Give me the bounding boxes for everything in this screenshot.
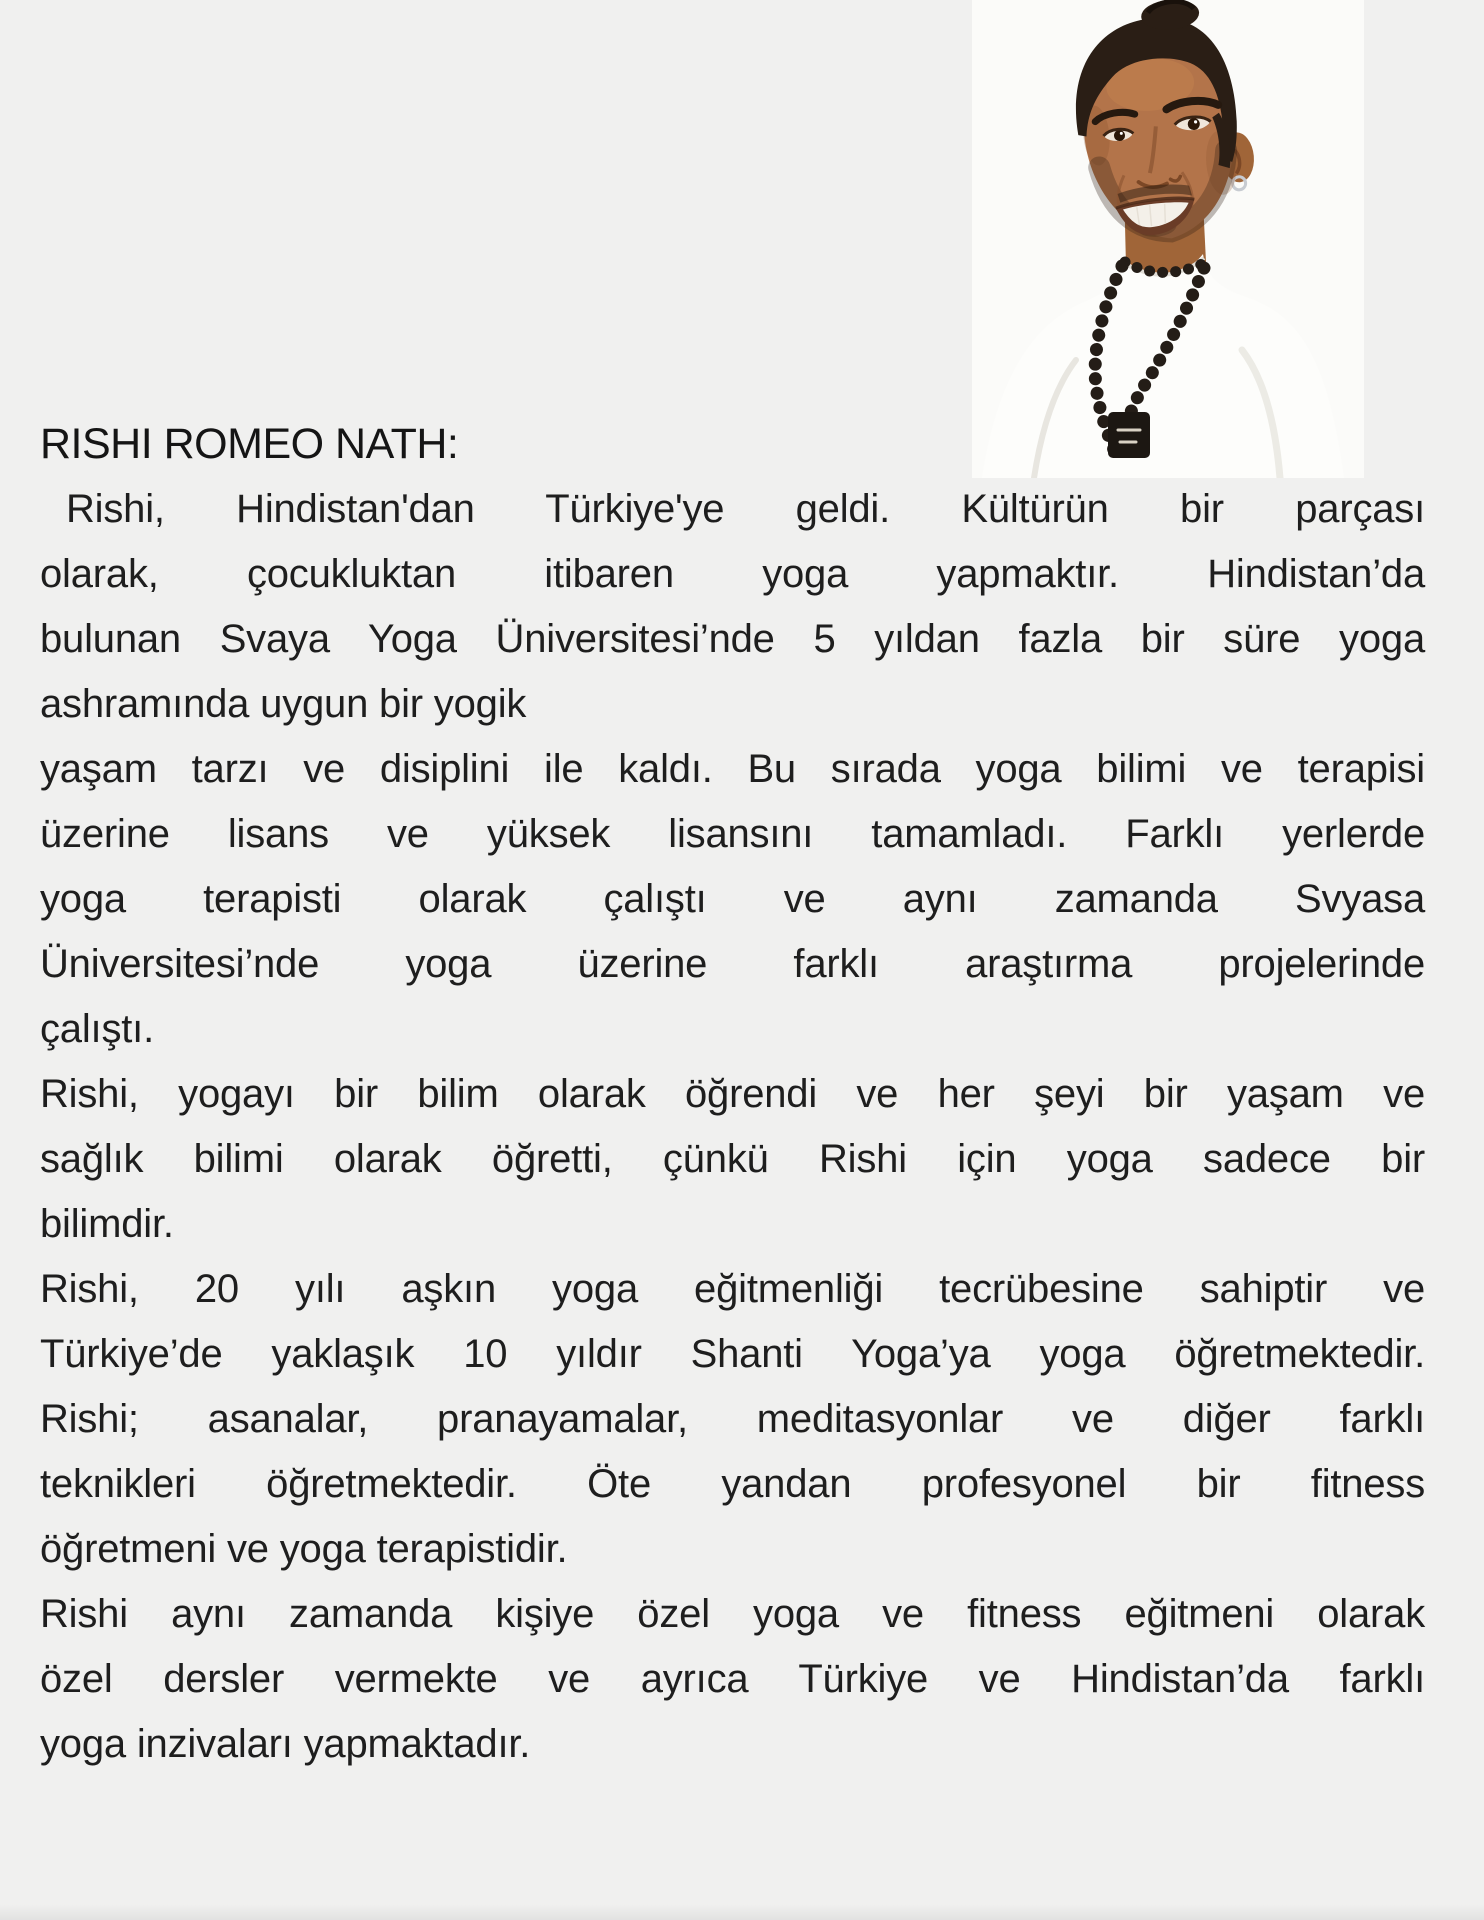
bio-line: özel dersler vermekte ve ayrıca Türkiye ve Hindistan’da farklı bbox=[40, 1657, 1425, 1701]
bio-line: üzerine lisans ve yüksek lisansını tamamladı. Farklı yerlerde bbox=[40, 812, 1425, 856]
bio-line: Rishi aynı zamanda kişiye özel yoga ve fitness eğitmeni olarak bbox=[40, 1592, 1425, 1636]
bio-line: bilimdir. bbox=[40, 1202, 174, 1246]
portrait-svg bbox=[972, 0, 1364, 478]
bio-line: yoga terapisti olarak çalıştı ve aynı zamanda Svyasa bbox=[40, 877, 1425, 921]
bio-line: sağlık bilimi olarak öğretti, çünkü Rishi için yoga sadece bir bbox=[40, 1137, 1425, 1181]
bio-line: ashramında uygun bir yogik bbox=[40, 682, 527, 726]
bio-text bbox=[40, 412, 1425, 1777]
page-title: RISHI ROMEO NATH: bbox=[40, 420, 459, 468]
bio-line: olarak, çocukluktan itibaren yoga yapmaktır. Hindistan’da bbox=[40, 552, 1425, 596]
bio-line: yoga inzivaları yapmaktadır. bbox=[40, 1722, 531, 1766]
bio-line: teknikleri öğretmektedir. Öte yandan profesyonel bir fitness bbox=[40, 1462, 1425, 1506]
bio-line: Rishi, 20 yılı aşkın yoga eğitmenliği tecrübesine sahiptir ve bbox=[40, 1267, 1425, 1311]
bio-line: Rishi; asanalar, pranayamalar, meditasyonlar ve diğer farklı bbox=[40, 1397, 1425, 1441]
bio-line: bulunan Svaya Yoga Üniversitesi’nde 5 yıldan fazla bir süre yoga bbox=[40, 617, 1425, 661]
bio-line: Rishi, yogayı bir bilim olarak öğrendi ve her şeyi bir yaşam ve bbox=[40, 1072, 1425, 1116]
profile-photo bbox=[972, 0, 1364, 478]
page-bottom-shadow bbox=[0, 1904, 1484, 1920]
bio-line: Üniversitesi’nde yoga üzerine farklı araştırma projelerinde bbox=[40, 942, 1425, 986]
bio-line: öğretmeni ve yoga terapistidir. bbox=[40, 1527, 568, 1571]
bio-line: Türkiye’de yaklaşık 10 yıldır Shanti Yoga’ya yoga öğretmektedir. bbox=[40, 1332, 1425, 1376]
bio-line: yaşam tarzı ve disiplini ile kaldı. Bu sırada yoga bilimi ve terapisi bbox=[40, 747, 1425, 791]
bio-line: Rishi, Hindistan'dan Türkiye'ye geldi. Kültürün bir parçası bbox=[66, 487, 1425, 531]
bio-line: çalıştı. bbox=[40, 1007, 154, 1051]
